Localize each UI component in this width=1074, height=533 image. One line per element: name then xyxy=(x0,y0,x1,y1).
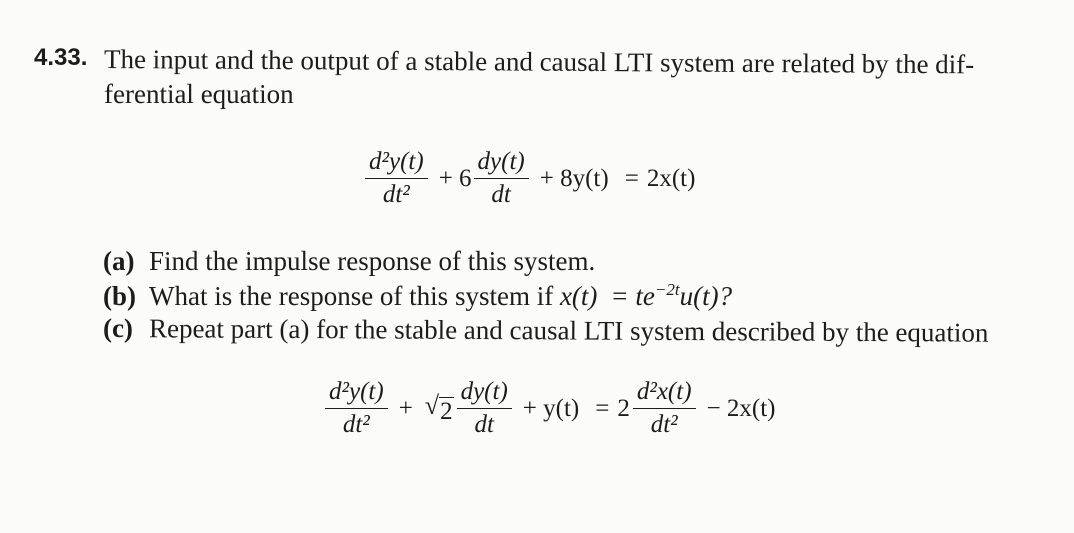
first-derivative-y-fraction xyxy=(474,148,529,209)
part-a-text: Find the impulse response of this system. xyxy=(149,246,596,276)
fraction-numerator: dy(t) xyxy=(457,378,512,409)
second-derivative-y-fraction xyxy=(325,378,388,439)
part-b-equals: = xyxy=(612,281,628,311)
fraction-numerator: d²y(t) xyxy=(365,148,428,179)
part-c-text: Repeat part (a) for the stable and causal LTI system described by the equation xyxy=(148,313,989,348)
equals-sign: = xyxy=(624,164,639,192)
part-b-text: What is the response of this system if xyxy=(149,281,560,311)
fraction-numerator: d²x(t) xyxy=(633,378,696,409)
coefficient: 2 xyxy=(617,394,630,422)
part-b xyxy=(103,280,732,312)
part-c-label: (c) xyxy=(102,313,134,344)
fraction-denominator: dt xyxy=(491,181,511,208)
first-derivative-y-fraction xyxy=(457,378,512,439)
problem-number: 4.33. xyxy=(34,44,88,71)
fraction-numerator: d²y(t) xyxy=(325,378,388,409)
problem-intro-line-2: ferential equation xyxy=(104,79,294,109)
fraction-denominator: dt² xyxy=(650,411,678,438)
equals-sign: = xyxy=(595,394,610,422)
part-b-input-base: te xyxy=(635,281,655,311)
radical-icon: √ xyxy=(424,391,440,420)
fraction-denominator: dt² xyxy=(382,181,410,208)
differential-equation-1 xyxy=(362,148,695,209)
plus-sign: + xyxy=(398,394,413,422)
fraction-numerator: dy(t) xyxy=(474,148,529,179)
second-derivative-x-fraction xyxy=(633,378,696,439)
differential-equation-2 xyxy=(322,378,783,439)
part-b-input-symbol: x(t) xyxy=(559,281,598,311)
part-b-step-function: u(t)? xyxy=(679,281,733,311)
problem-intro-line-1: The input and the output of a stable and causal LTI system are related by the dif- xyxy=(103,44,975,80)
fraction-denominator: dt² xyxy=(342,411,370,438)
right-hand-side: 2x(t) xyxy=(646,164,696,192)
part-c xyxy=(103,313,989,349)
second-derivative-y-fraction xyxy=(365,148,428,209)
square-root xyxy=(425,391,454,426)
radicand: 2 xyxy=(440,398,453,425)
part-a-label: (a) xyxy=(103,246,135,276)
y-term: + 8y(t) xyxy=(539,164,609,192)
plus-coefficient: + 6 xyxy=(438,164,472,192)
fraction-denominator: dt xyxy=(474,411,494,438)
x-term: − 2x(t) xyxy=(706,394,776,422)
part-b-exponent: −2t xyxy=(654,280,680,299)
y-term: + y(t) xyxy=(522,394,580,422)
part-a xyxy=(103,246,595,277)
part-b-label: (b) xyxy=(103,281,136,311)
